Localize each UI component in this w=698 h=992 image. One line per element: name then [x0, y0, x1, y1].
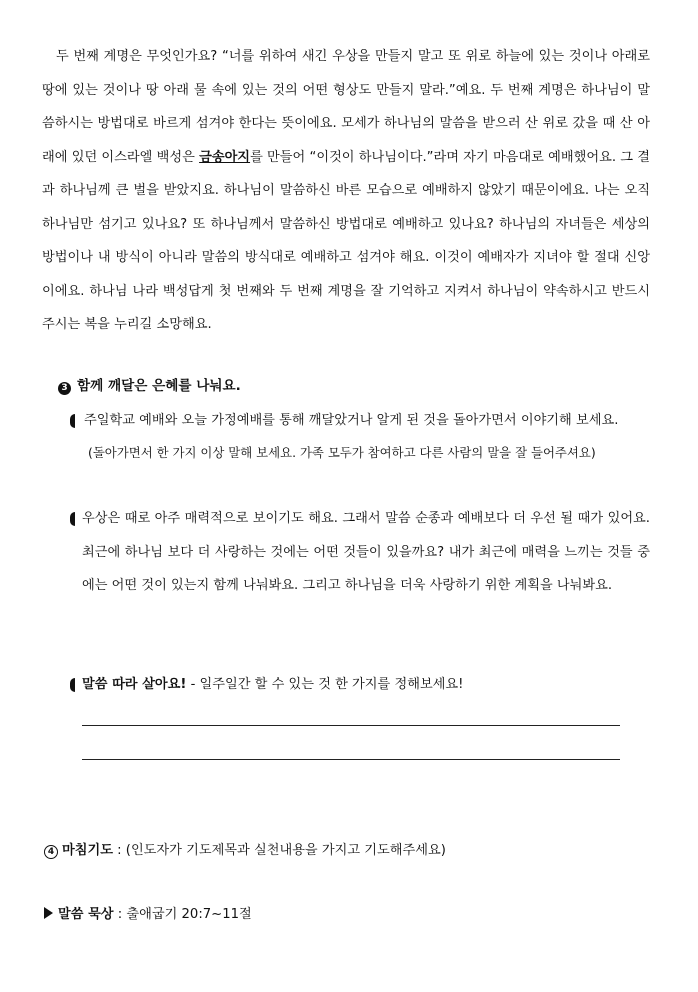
meditation-title: 말씀 묵상	[58, 907, 114, 922]
triangle-right-icon	[44, 907, 53, 919]
answer-line-1[interactable]	[82, 725, 620, 726]
sharing-question-2	[70, 502, 650, 603]
section-3-number-badge: 3	[58, 382, 71, 395]
question-1-text: 주일학교 예배와 오늘 가정예배를 통해 깨달았거나 알게 된 것을 돌아가면서 이야기해 보세요.	[84, 413, 619, 428]
golden-calf-term: 금송아지	[199, 149, 251, 165]
practice-emphasis: 말씀 따라 살아요!	[82, 677, 187, 692]
section-3-heading	[58, 374, 241, 395]
meditation-reference: : 출애굽기 20:7~11절	[113, 907, 252, 922]
section-3-title: 함께 깨달은 은혜를 나눠요.	[77, 378, 241, 394]
bullet-icon	[70, 512, 75, 526]
bullet-icon	[70, 414, 75, 428]
practice-commitment	[70, 668, 650, 702]
section-4-description: : (인도자가 기도제목과 실천내용을 가지고 기도해주세요)	[112, 843, 446, 858]
bullet-icon	[70, 678, 75, 692]
practice-instruction: - 일주일간 할 수 있는 것 한 가지를 정해보세요!	[186, 677, 464, 692]
practice-text	[70, 668, 650, 702]
answer-line-2[interactable]	[82, 759, 620, 760]
section-4-title: 마침기도	[62, 843, 113, 858]
meditation-line	[44, 898, 252, 931]
intro-text-end: 를 만들어 “이것이 하나님이다.”라며 자기 마음대로 예배했어요. 그 결과 하나님께 큰 벌을 받았지요. 하나님이 말씀하신 바른 모습으로 예배하지 않았기 때문이에요. 나는 오직 하나님만 섬기고 있나요? 또 하나님께서 말씀하신 방법대로 예배하고 있나요? 하나님의 자녀들은 세상의 방법이나 내 방식이 아니라 말씀의 방식대로 예배하고 섬겨야 해요. 이것이 예배자가 지녀야 할 절대 신앙이에요. 하나님 나라 백성답게 첫 번째와 두 번째 계명을 잘 기억하고 지켜서 하나님이 약속하시고 반드시 주시는 복을 누리길 소망해요.	[42, 149, 650, 332]
section-4-heading	[44, 834, 446, 867]
intro-paragraph	[42, 40, 650, 342]
sharing-question-1	[70, 404, 650, 438]
question-1-note: (돌아가면서 한 가지 이상 말해 보세요. 가족 모두가 참여하고 다른 사람의 말을 잘 들어주셔요)	[88, 445, 596, 460]
intro-text-start: 두 번째 계명은 무엇인가요? “너를 위하여 새긴 우상을 만들지 말고 또 위로 하늘에 있는 것이나 아래로 땅에 있는 것이나 땅 아래 물 속에 있는 것의 어떤 형상도 만들지 말라.”예요. 두 번째 계명은 하나님이 말씀하시는 방법대로 바르게 섬겨야 한다는 뜻이에요. 모세가 하나님의 말씀을 받으러 산 위로 갔을 때 산 아래에 있던 이스라엘 백성은	[42, 49, 650, 165]
question-2-text: 우상은 때로 아주 매력적으로 보이기도 해요. 그래서 말씀 순종과 예배보다 더 우선 될 때가 있어요. 최근에 하나님 보다 더 사랑하는 것에는 어떤 것들이 있을까요? 내가 최근에 매력을 느끼는 것들 중에는 어떤 것이 있는지 함께 나눠봐요. 그리고 하나님을 더욱 사랑하기 위한 계획을 나눠봐요.	[82, 511, 650, 593]
section-4-number-badge: 4	[44, 845, 58, 859]
